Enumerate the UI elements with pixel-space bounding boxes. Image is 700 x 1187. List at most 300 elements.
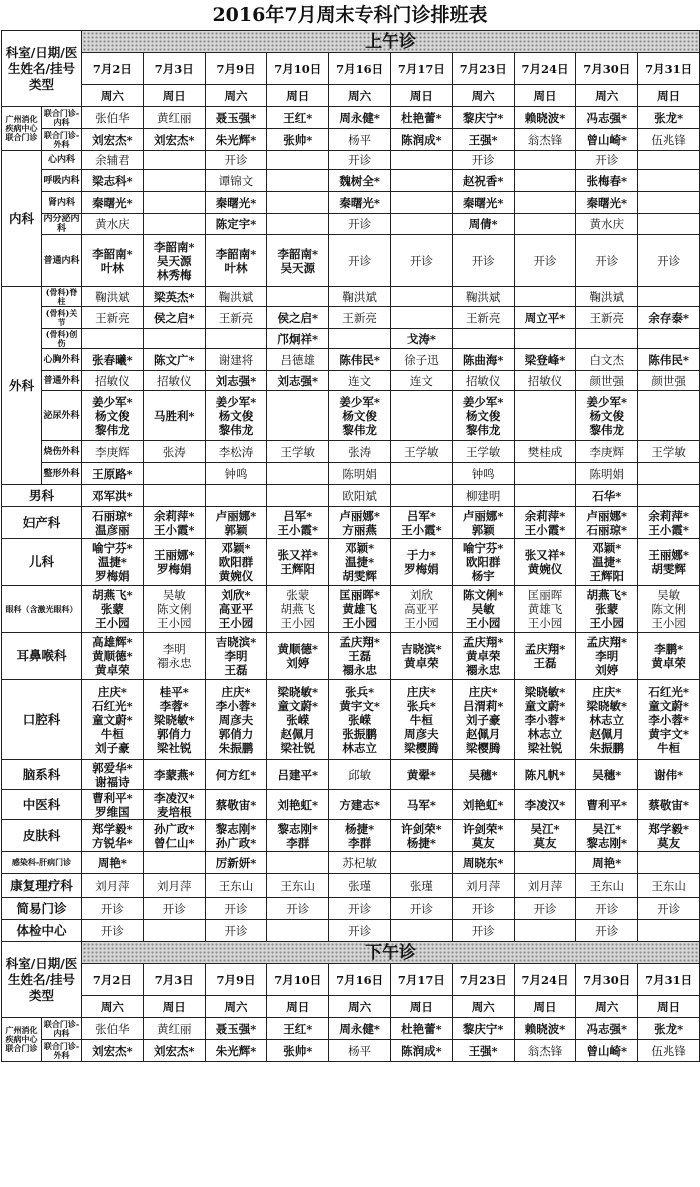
schedule-cell: 钟鸣 xyxy=(452,463,514,485)
schedule-cell: 刘月萍 xyxy=(143,874,205,898)
schedule-cell xyxy=(638,852,700,874)
schedule-cell: 桂平* 李蓉* 梁晓敏* 郭俏力 梁社锐 xyxy=(143,680,205,760)
subdepartment-cell: (骨科)创伤 xyxy=(42,329,82,349)
schedule-cell xyxy=(638,485,700,507)
department-cell: 男科 xyxy=(2,485,82,507)
schedule-cell: 鞠洪斌 xyxy=(329,287,391,307)
schedule-cell: 张梅春* xyxy=(576,170,638,192)
schedule-cell xyxy=(514,170,576,192)
schedule-cell: 侯之启* xyxy=(143,307,205,329)
date-header: 7月10日 xyxy=(267,964,329,996)
schedule-cell: 余辅君 xyxy=(82,151,144,170)
weekday-header: 周日 xyxy=(143,85,205,107)
schedule-cell: 黎志刚* 李群 xyxy=(267,820,329,852)
schedule-cell: 黎庆宁* xyxy=(452,1018,514,1040)
schedule-cell: 伍兆锋 xyxy=(638,129,700,151)
schedule-cell xyxy=(267,391,329,441)
subdepartment-cell: 呼吸内科 xyxy=(42,170,82,192)
schedule-cell: 开诊 xyxy=(576,151,638,170)
schedule-cell: 朱光辉* xyxy=(205,129,267,151)
schedule-cell: 王强* xyxy=(452,1040,514,1062)
schedule-cell: 卢丽娜* 郭颖 xyxy=(452,507,514,539)
schedule-cell: 聂玉强* xyxy=(205,1018,267,1040)
schedule-cell: 开诊 xyxy=(205,898,267,920)
schedule-cell xyxy=(514,920,576,942)
weekday-header: 周日 xyxy=(638,85,700,107)
weekday-header: 周日 xyxy=(267,85,329,107)
date-header: 7月9日 xyxy=(205,964,267,996)
schedule-cell xyxy=(514,287,576,307)
schedule-cell: 吴敏 陈文俐 王小园 xyxy=(638,586,700,633)
weekday-header: 周六 xyxy=(82,85,144,107)
schedule-cell: 陈明娟 xyxy=(576,463,638,485)
subdepartment-cell: (骨科)脊柱 xyxy=(42,287,82,307)
schedule-cell: 冯志强* xyxy=(576,1018,638,1040)
schedule-cell xyxy=(514,192,576,214)
schedule-cell: 秦曙光* xyxy=(576,192,638,214)
date-header: 7月17日 xyxy=(391,964,453,996)
weekday-header: 周日 xyxy=(267,996,329,1018)
subdepartment-cell: 烧伤外科 xyxy=(42,441,82,463)
schedule-cell xyxy=(391,852,453,874)
schedule-cell: 李凌汉* 麦培根 xyxy=(143,790,205,820)
schedule-cell: 开诊 xyxy=(82,898,144,920)
schedule-cell: 徐子迅 xyxy=(391,349,453,371)
schedule-cell: 刘月萍 xyxy=(82,874,144,898)
schedule-cell: 颜世强 xyxy=(576,371,638,391)
schedule-cell: 刘宏杰* xyxy=(143,129,205,151)
schedule-cell: 胡燕飞* 张蒙 王小园 xyxy=(576,586,638,633)
schedule-cell: 梁英杰* xyxy=(143,287,205,307)
schedule-cell xyxy=(267,920,329,942)
schedule-cell: 孙广政* 曾仁山* xyxy=(143,820,205,852)
date-header: 7月30日 xyxy=(576,964,638,996)
schedule-cell xyxy=(391,192,453,214)
schedule-cell: 李韶南* 叶林 xyxy=(205,235,267,287)
schedule-cell xyxy=(638,170,700,192)
schedule-cell: 黄翚* xyxy=(391,760,453,790)
schedule-cell: 张伯华 xyxy=(82,107,144,129)
schedule-cell: 黄顺德* 刘婷 xyxy=(267,633,329,680)
schedule-cell: 匡丽晖* 黄雄飞 王小园 xyxy=(329,586,391,633)
schedule-cell: 开诊 xyxy=(576,898,638,920)
schedule-cell: 招敏仪 xyxy=(514,371,576,391)
schedule-cell: 陈润成* xyxy=(391,1040,453,1062)
schedule-cell: 鞠洪斌 xyxy=(452,287,514,307)
schedule-cell: 秦曙光* xyxy=(82,192,144,214)
schedule-cell: 招敏仪 xyxy=(82,371,144,391)
subdepartment-cell: 普通内科 xyxy=(42,235,82,287)
weekday-header: 周六 xyxy=(329,996,391,1018)
schedule-cell: 姜少军* 杨文俊 黎伟龙 xyxy=(82,391,144,441)
schedule-cell: 开诊 xyxy=(82,920,144,942)
date-header: 7月17日 xyxy=(391,53,453,85)
schedule-cell: 匡丽晖 黄雄飞 王小园 xyxy=(514,586,576,633)
schedule-cell: 李庚辉 xyxy=(576,441,638,463)
schedule-cell: 曹利平* 罗维国 xyxy=(82,790,144,820)
schedule-cell: 周永健* xyxy=(329,107,391,129)
schedule-cell xyxy=(143,192,205,214)
schedule-cell: 邝炯祥* xyxy=(267,329,329,349)
subdepartment-cell: 联合门诊-外科 xyxy=(42,129,82,151)
schedule-cell xyxy=(638,391,700,441)
schedule-cell: 开诊 xyxy=(205,151,267,170)
schedule-cell: 刘艳虹* xyxy=(452,790,514,820)
schedule-cell xyxy=(329,329,391,349)
schedule-cell: 戈涛* xyxy=(391,329,453,349)
weekday-header: 周六 xyxy=(205,85,267,107)
schedule-cell: 石华* xyxy=(576,485,638,507)
schedule-cell: 周倩* xyxy=(452,214,514,235)
schedule-cell: 鞠洪斌 xyxy=(576,287,638,307)
weekday-header: 周六 xyxy=(576,85,638,107)
date-header: 7月24日 xyxy=(514,53,576,85)
schedule-cell xyxy=(514,391,576,441)
schedule-cell: 邓颖* 温捷* 胡雯辉 xyxy=(329,539,391,586)
schedule-cell xyxy=(514,151,576,170)
schedule-cell xyxy=(143,170,205,192)
schedule-cell: 吕军* 王小霞* xyxy=(267,507,329,539)
schedule-cell: 王红* xyxy=(267,107,329,129)
schedule-cell: 开诊 xyxy=(638,898,700,920)
subdepartment-cell: 联合门诊-内科 xyxy=(42,107,82,129)
schedule-cell xyxy=(391,170,453,192)
date-header: 7月2日 xyxy=(82,53,144,85)
date-header: 7月2日 xyxy=(82,964,144,996)
schedule-cell: 王新亮 xyxy=(205,307,267,329)
schedule-cell xyxy=(576,329,638,349)
department-cell: 脑系科 xyxy=(2,760,82,790)
schedule-cell: 欧阳斌 xyxy=(329,485,391,507)
schedule-cell: 翁杰锋 xyxy=(514,129,576,151)
schedule-cell: 开诊 xyxy=(576,920,638,942)
schedule-cell: 卢丽娜* 方丽燕 xyxy=(329,507,391,539)
schedule-cell: 厉新妍* xyxy=(205,852,267,874)
schedule-cell: 吴穗* xyxy=(576,760,638,790)
schedule-cell xyxy=(514,485,576,507)
schedule-cell: 招敏仪 xyxy=(143,371,205,391)
schedule-cell: 姜少军* 杨文俊 黎伟龙 xyxy=(576,391,638,441)
schedule-cell: 柳建明 xyxy=(452,485,514,507)
corner-header: 科室/日期/医生姓名/挂号类型 xyxy=(2,942,82,1018)
schedule-cell: 张涛 xyxy=(329,441,391,463)
schedule-cell: 吴江* 莫友 xyxy=(514,820,576,852)
schedule-cell: 杜艳蕾* xyxy=(391,1018,453,1040)
weekday-header: 周日 xyxy=(391,85,453,107)
date-header: 7月3日 xyxy=(143,964,205,996)
schedule-cell: 张春曦* xyxy=(82,349,144,371)
schedule-cell: 李鹏* 黄卓荣 xyxy=(638,633,700,680)
schedule-cell: 李凌汉* xyxy=(514,790,576,820)
schedule-cell: 张帅* xyxy=(267,129,329,151)
schedule-cell: 开诊 xyxy=(329,235,391,287)
schedule-cell: 王强* xyxy=(452,129,514,151)
date-header: 7月23日 xyxy=(452,964,514,996)
schedule-cell: 许剑荣* 杨捷* xyxy=(391,820,453,852)
schedule-cell: 李松涛 xyxy=(205,441,267,463)
schedule-cell: 侯之启* xyxy=(267,307,329,329)
schedule-cell: 周晓东* xyxy=(452,852,514,874)
schedule-cell: 余莉萍* 王小霞* xyxy=(143,507,205,539)
schedule-cell: 曾山崎* xyxy=(576,1040,638,1062)
schedule-cell: 开诊 xyxy=(514,235,576,287)
schedule-cell: 杨捷* 李群 xyxy=(329,820,391,852)
schedule-cell: 张龙* xyxy=(638,107,700,129)
schedule-cell: 马胜利* xyxy=(143,391,205,441)
schedule-cell: 喻宁芬* 欧阳群 杨宇 xyxy=(452,539,514,586)
weekday-header: 周六 xyxy=(82,996,144,1018)
schedule-cell: 张帅* xyxy=(267,1040,329,1062)
weekday-header: 周日 xyxy=(514,996,576,1018)
schedule-cell: 黎志刚* 孙广政* xyxy=(205,820,267,852)
schedule-cell: 刘志强* xyxy=(205,371,267,391)
schedule-cell: 卢丽娜* 郭颖 xyxy=(205,507,267,539)
session-label: 上午诊 xyxy=(365,31,417,52)
schedule-cell: 王东山 xyxy=(638,874,700,898)
schedule-cell xyxy=(82,329,144,349)
date-header: 7月24日 xyxy=(514,964,576,996)
schedule-cell: 魏树全* xyxy=(329,170,391,192)
department-cell: 中医科 xyxy=(2,790,82,820)
schedule-cell: 王红* xyxy=(267,1018,329,1040)
schedule-cell: 孟庆翔* 王磊 xyxy=(514,633,576,680)
schedule-cell: 王学敏 xyxy=(267,441,329,463)
schedule-cell: 许剑荣* 莫友 xyxy=(452,820,514,852)
schedule-cell: 谢伟* xyxy=(638,760,700,790)
schedule-cell: 连文 xyxy=(329,371,391,391)
schedule-cell: 钟鸣 xyxy=(205,463,267,485)
schedule-cell: 王原路* xyxy=(82,463,144,485)
schedule-cell: 吕建平* xyxy=(267,760,329,790)
schedule-cell: 秦曙光* xyxy=(452,192,514,214)
schedule-cell: 开诊 xyxy=(452,898,514,920)
schedule-cell: 颜世强 xyxy=(638,371,700,391)
schedule-cell: 伍兆锋 xyxy=(638,1040,700,1062)
schedule-cell: 连文 xyxy=(391,371,453,391)
schedule-cell: 王丽娜* 胡雯辉 xyxy=(638,539,700,586)
date-header: 7月31日 xyxy=(638,964,700,996)
schedule-cell xyxy=(638,329,700,349)
weekday-header: 周六 xyxy=(205,996,267,1018)
schedule-cell: 余莉萍* 王小霞* xyxy=(514,507,576,539)
schedule-cell: 王新亮 xyxy=(576,307,638,329)
subdepartment-cell: 肾内科 xyxy=(42,192,82,214)
schedule-cell: 余存泰* xyxy=(638,307,700,329)
schedule-cell: 开诊 xyxy=(267,898,329,920)
department-cell: 眼科（含激光眼科） xyxy=(2,586,82,633)
department-cell: 口腔科 xyxy=(2,680,82,760)
schedule-cell: 张瑾 xyxy=(329,874,391,898)
schedule-cell: 鞠洪斌 xyxy=(82,287,144,307)
schedule-cell: 王学敏 xyxy=(638,441,700,463)
schedule-cell: 张又祥* 黄婉仪 xyxy=(514,539,576,586)
schedule-cell: 高雄辉* 黄顺德* 黄卓荣 xyxy=(82,633,144,680)
schedule-cell xyxy=(391,920,453,942)
subdepartment-cell: 普通外科 xyxy=(42,371,82,391)
schedule-cell xyxy=(143,151,205,170)
schedule-cell: 刘宏杰* xyxy=(82,1040,144,1062)
schedule-cell: 周立平* xyxy=(514,307,576,329)
date-header: 7月16日 xyxy=(329,964,391,996)
schedule-cell: 姜少军* 杨文俊 黎伟龙 xyxy=(329,391,391,441)
schedule-cell: 开诊 xyxy=(329,151,391,170)
schedule-cell: 杜艳蕾* xyxy=(391,107,453,129)
schedule-cell: 王丽娜* 罗梅娟 xyxy=(143,539,205,586)
schedule-cell: 卢丽娜* 石丽琼* xyxy=(576,507,638,539)
department-cell: 内科 xyxy=(2,151,42,287)
schedule-cell: 樊桂成 xyxy=(514,441,576,463)
schedule-cell: 蔡敬宙* xyxy=(205,790,267,820)
schedule-cell: 王新亮 xyxy=(329,307,391,329)
schedule-cell: 庄庆* 吕渭莉* 刘子豪 赵佩月 梁樱腾 xyxy=(452,680,514,760)
schedule-cell: 秦曙光* xyxy=(329,192,391,214)
page-title: 2016年7月周末专科门诊排班表 xyxy=(212,4,488,26)
schedule-cell xyxy=(638,192,700,214)
schedule-cell: 张兵* 黄宇文* 张嵘 张振鹏 林志立 xyxy=(329,680,391,760)
schedule-cell xyxy=(391,287,453,307)
schedule-cell: 李韶南* 吴天源 xyxy=(267,235,329,287)
department-cell: 广州消化疾病中心联合门诊 xyxy=(2,1018,42,1062)
schedule-cell: 李明 禤永忠 xyxy=(143,633,205,680)
schedule-cell: 姜少军* 杨文俊 黎伟龙 xyxy=(452,391,514,441)
schedule-cell: 石丽琼* 温彦丽 xyxy=(82,507,144,539)
schedule-cell: 开诊 xyxy=(391,235,453,287)
schedule-cell: 苏杞敏 xyxy=(329,852,391,874)
schedule-cell: 曹利平* xyxy=(576,790,638,820)
schedule-table xyxy=(1,30,700,1062)
schedule-cell: 李庚辉 xyxy=(82,441,144,463)
schedule-cell: 张蒙 胡燕飞 王小园 xyxy=(267,586,329,633)
weekday-header: 周日 xyxy=(391,996,453,1018)
schedule-cell: 开诊 xyxy=(452,151,514,170)
schedule-cell: 邱敏 xyxy=(329,760,391,790)
subdepartment-cell: 联合门诊-外科 xyxy=(42,1040,82,1062)
schedule-cell xyxy=(267,287,329,307)
schedule-cell: 刘志强* xyxy=(267,371,329,391)
schedule-cell xyxy=(267,463,329,485)
schedule-cell: 张伯华 xyxy=(82,1018,144,1040)
schedule-cell: 吕军* 王小霞* xyxy=(391,507,453,539)
schedule-cell: 招敏仪 xyxy=(452,371,514,391)
subdepartment-cell: 内分泌内科 xyxy=(43,214,80,234)
schedule-cell xyxy=(143,485,205,507)
schedule-cell: 王新亮 xyxy=(452,307,514,329)
schedule-cell: 杨平 xyxy=(329,1040,391,1062)
weekday-header: 周日 xyxy=(638,996,700,1018)
schedule-cell: 孟庆翔* 黄卓荣 禤永忠 xyxy=(452,633,514,680)
schedule-cell: 开诊 xyxy=(329,920,391,942)
schedule-cell xyxy=(391,214,453,235)
schedule-cell: 刘宏杰* xyxy=(82,129,144,151)
schedule-cell: 刘欣 高亚平 王小园 xyxy=(391,586,453,633)
schedule-cell: 黄红丽 xyxy=(143,1018,205,1040)
schedule-cell xyxy=(267,192,329,214)
schedule-cell xyxy=(638,287,700,307)
schedule-cell: 刘艳虹* xyxy=(267,790,329,820)
schedule-cell: 周艳* xyxy=(576,852,638,874)
schedule-cell: 孟庆翔* 王磊 禤永忠 xyxy=(329,633,391,680)
schedule-cell: 庄庆* 李小蓉* 周彦夫 郭俏力 朱振鹏 xyxy=(205,680,267,760)
schedule-cell: 陈润成* xyxy=(391,129,453,151)
schedule-cell: 朱光辉* xyxy=(205,1040,267,1062)
schedule-cell xyxy=(143,463,205,485)
schedule-cell: 王学敏 xyxy=(391,441,453,463)
schedule-cell xyxy=(391,463,453,485)
schedule-cell xyxy=(267,485,329,507)
schedule-cell: 开诊 xyxy=(391,898,453,920)
schedule-cell: 吉晓滨* 黄卓荣 xyxy=(391,633,453,680)
schedule-cell: 鞠洪斌 xyxy=(205,287,267,307)
schedule-cell: 谢建将 xyxy=(205,349,267,371)
department-cell: 体检中心 xyxy=(2,920,82,942)
department-cell: 儿科 xyxy=(2,539,82,586)
schedule-cell xyxy=(514,463,576,485)
schedule-cell: 喻宁芬* 温捷* 罗梅娟 xyxy=(82,539,144,586)
session-band xyxy=(82,942,700,964)
subdepartment-cell: 泌尿外科 xyxy=(42,391,82,441)
schedule-cell: 庄庆* 梁晓敏* 林志立 赵佩月 朱振鹏 xyxy=(576,680,638,760)
schedule-cell: 王新亮 xyxy=(82,307,144,329)
schedule-cell: 吴穗* xyxy=(452,760,514,790)
department-cell: 康复理疗科 xyxy=(2,874,82,898)
schedule-cell: 张又祥* 王辉阳 xyxy=(267,539,329,586)
date-header: 7月16日 xyxy=(329,53,391,85)
schedule-cell: 赖晓波* xyxy=(514,107,576,129)
schedule-cell: 梁登峰* xyxy=(514,349,576,371)
subdepartment-cell: 心胸外科 xyxy=(42,349,82,371)
date-header: 7月31日 xyxy=(638,53,700,85)
department-cell: 耳鼻喉科 xyxy=(2,633,82,680)
schedule-cell xyxy=(452,329,514,349)
schedule-cell: 张龙* xyxy=(638,1018,700,1040)
weekday-header: 周日 xyxy=(514,85,576,107)
schedule-cell: 何方红* xyxy=(205,760,267,790)
schedule-cell: 开诊 xyxy=(452,920,514,942)
schedule-cell: 开诊 xyxy=(205,920,267,942)
date-header: 7月30日 xyxy=(576,53,638,85)
schedule-cell xyxy=(638,214,700,235)
schedule-cell xyxy=(391,485,453,507)
schedule-cell: 黄水庆 xyxy=(82,214,144,235)
session-band xyxy=(82,31,700,53)
schedule-cell: 吴敏 陈文俐 王小园 xyxy=(143,586,205,633)
schedule-cell: 刘欣* 高亚平 王小园 xyxy=(205,586,267,633)
schedule-cell xyxy=(267,170,329,192)
schedule-cell: 梁晓敏* 童文蔚* 李小蓉* 林志立 梁社锐 xyxy=(514,680,576,760)
schedule-cell xyxy=(143,214,205,235)
date-header: 7月3日 xyxy=(143,53,205,85)
schedule-cell: 马军* xyxy=(391,790,453,820)
schedule-cell: 开诊 xyxy=(638,235,700,287)
schedule-cell: 刘月萍 xyxy=(514,874,576,898)
schedule-cell: 李韶南* 叶林 xyxy=(82,235,144,287)
schedule-cell: 庄庆* 张兵* 牛桓 周彦夫 梁樱腾 xyxy=(391,680,453,760)
schedule-cell xyxy=(205,485,267,507)
schedule-cell: 梁志科* xyxy=(82,170,144,192)
subdepartment-cell: 联合门诊-内科 xyxy=(42,1018,82,1040)
schedule-cell xyxy=(143,852,205,874)
schedule-cell: 杨平 xyxy=(329,129,391,151)
schedule-cell: 黎庆宁* xyxy=(452,107,514,129)
schedule-cell: 陈文俐* 吴敏 王小园 xyxy=(452,586,514,633)
schedule-cell: 张瑾 xyxy=(391,874,453,898)
schedule-cell: 郭爱华* 谢福诗 xyxy=(82,760,144,790)
schedule-cell: 吴江* 黎志刚* xyxy=(576,820,638,852)
schedule-cell: 石红光* 童文蔚* 李小蓉* 黄宇文* 牛桓 xyxy=(638,680,700,760)
schedule-cell: 郑学毅* 方锐华* xyxy=(82,820,144,852)
date-header: 7月23日 xyxy=(452,53,514,85)
schedule-cell: 开诊 xyxy=(452,235,514,287)
